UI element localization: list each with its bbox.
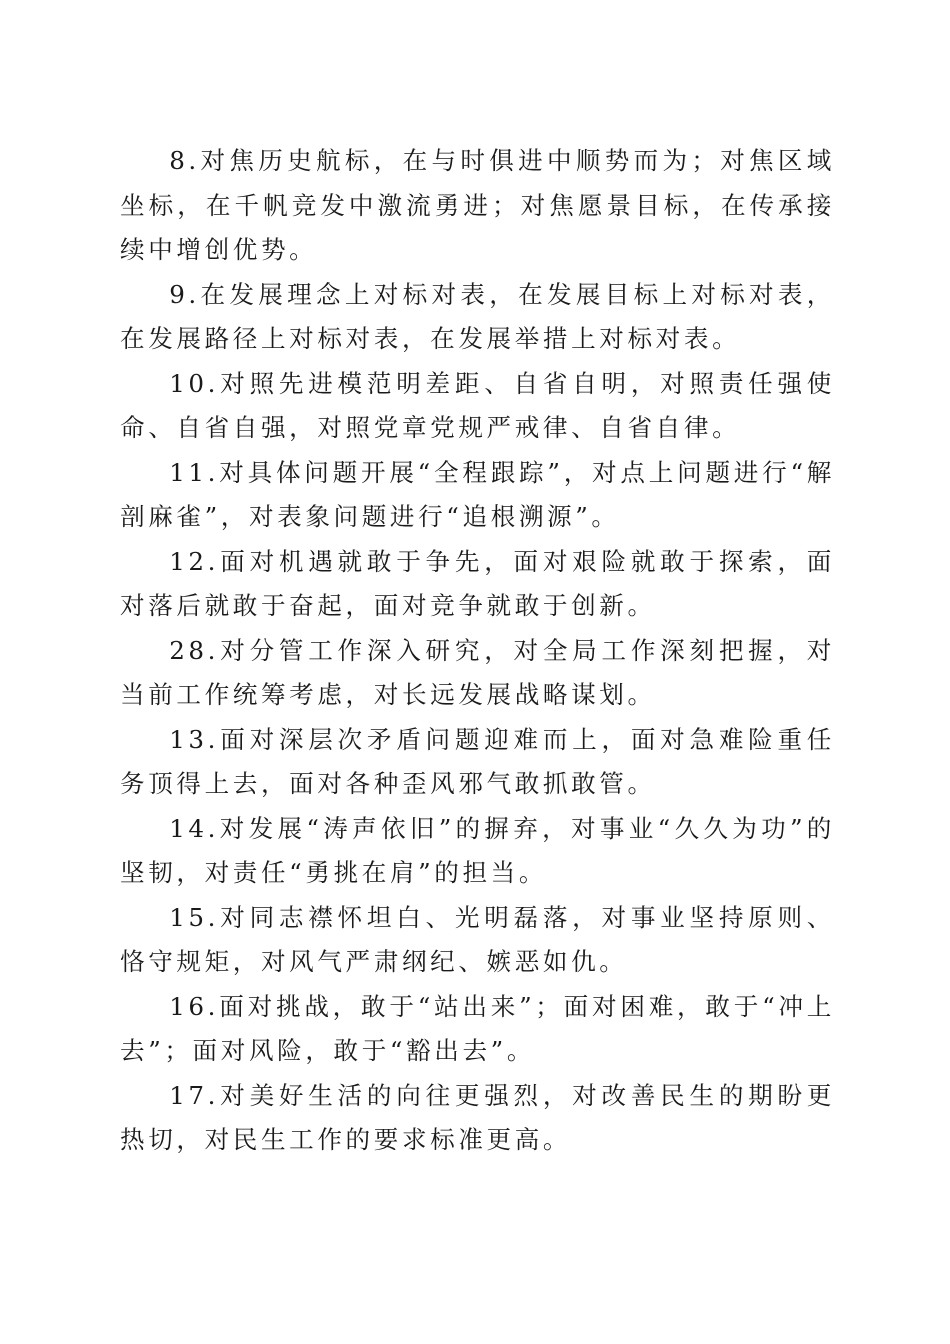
paragraph-item-9: 9.在发展理念上对标对表，在发展目标上对标对表，在发展路径上对标对表，在发展举措上对标对表。 [120,279,835,353]
paragraph-item-14: 14.对发展“涛声依旧”的摒弃，对事业“久久为功”的坚韧，对责任“勇挑在肩”的担当。 [120,813,835,887]
paragraph-item-12: 12.面对机遇就敢于争先，面对艰险就敢于探索，面对落后就敢于奋起，面对竞争就敢于创新。 [120,546,835,620]
paragraph-item-16: 16.面对挑战，敢于“站出来”；面对困难，敢于“冲上去”；面对风险，敢于“豁出去”。 [120,991,835,1065]
document-body [120,139,835,1163]
paragraph-item-28: 28.对分管工作深入研究，对全局工作深刻把握，对当前工作统筹考虑，对长远发展战略谋划。 [120,635,835,709]
paragraph-item-17: 17.对美好生活的向往更强烈，对改善民生的期盼更热切，对民生工作的要求标准更高。 [120,1080,835,1154]
paragraph-item-11: 11.对具体问题开展“全程跟踪”，对点上问题进行“解剖麻雀”，对表象问题进行“追根溯源”。 [120,457,835,531]
paragraph-item-8: 8.对焦历史航标，在与时俱进中顺势而为；对焦区域坐标，在千帆竞发中激流勇进；对焦愿景目标，在传承接续中增创优势。 [120,146,835,264]
paragraph-item-10: 10.对照先进模范明差距、自省自明，对照责任强使命、自省自强，对照党章党规严戒律、自省自律。 [120,368,835,442]
paragraph-item-13: 13.面对深层次矛盾问题迎难而上，面对急难险重任务顶得上去，面对各种歪风邪气敢抓敢管。 [120,724,835,798]
paragraph-item-15: 15.对同志襟怀坦白、光明磊落，对事业坚持原则、恪守规矩，对风气严肃纲纪、嫉恶如仇。 [120,902,835,976]
